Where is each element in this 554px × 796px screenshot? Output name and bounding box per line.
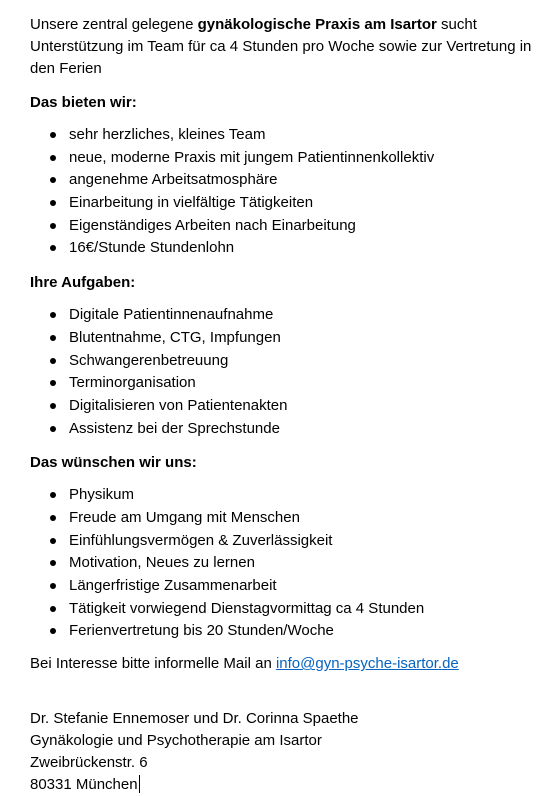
list-item-text: neue, moderne Praxis mit jungem Patientinnenkollektiv: [69, 148, 435, 166]
list-item-text: Motivation, Neues zu lernen: [69, 554, 255, 572]
list-item: [30, 484, 545, 507]
bullet-icon: [50, 515, 56, 521]
list-item-text: Schwangerenbetreuung: [69, 351, 229, 369]
intro-text-start: Unsere zentral gelegene: [30, 16, 198, 33]
section-tasks: [30, 272, 545, 440]
section-offer: [30, 92, 545, 260]
list-item: [30, 372, 545, 395]
list-item-text: Eigenständiges Arbeiten nach Einarbeitung: [69, 216, 356, 234]
list-item-text: Freude am Umgang mit Menschen: [69, 508, 300, 526]
list-item-text: Assistenz bei der Sprechstunde: [69, 419, 280, 437]
list-item-text: Digitalisieren von Patientenakten: [69, 396, 288, 414]
bullet-icon: [50, 628, 56, 634]
document-page: [30, 14, 545, 796]
list-item-text: Einfühlungsvermögen & Zuverlässigkeit: [69, 531, 333, 549]
bullet-icon: [50, 380, 56, 386]
section-heading-tasks: Ihre Aufgaben:: [30, 274, 136, 292]
list-item: [30, 350, 545, 373]
bullet-icon: [50, 560, 56, 566]
list-item-text: angenehme Arbeitsatmosphäre: [69, 171, 278, 189]
bullet-icon: [50, 358, 56, 364]
list-item: [30, 418, 545, 441]
list-item: [30, 575, 545, 598]
bullet-icon: [50, 312, 56, 318]
list-item-text: Einarbeitung in vielfältige Tätigkeiten: [69, 194, 314, 212]
bullet-icon: [50, 606, 56, 612]
section-requirements: [30, 452, 545, 643]
bullet-icon: [50, 155, 56, 161]
bullet-icon: [50, 492, 56, 498]
list-item: [30, 124, 545, 147]
list-item: [30, 507, 545, 530]
email-link[interactable]: info@gyn-psyche-isartor.de: [275, 655, 459, 673]
bullet-icon: [50, 200, 56, 206]
list-item: [30, 327, 545, 350]
list-item: [30, 237, 545, 260]
section-heading-offer: Das bieten wir:: [30, 94, 137, 111]
intro-practice-name: gynäkologische Praxis am Isartor: [197, 16, 437, 33]
intro-text-end: sucht Unterstützung im Team für ca 4 Stunden pro Woche sowie zur Vertretung in den Ferien: [30, 16, 532, 77]
section-heading-requirements: Das wünschen wir uns:: [30, 454, 197, 472]
bullet-icon: [50, 583, 56, 589]
list-item: [30, 169, 545, 192]
bullet-icon: [50, 132, 56, 138]
city-text: 80331 München: [30, 776, 138, 794]
tasks-list: [30, 304, 545, 440]
list-item: [30, 215, 545, 238]
bullet-icon: [50, 177, 56, 183]
list-item: [30, 147, 545, 170]
list-item: [30, 304, 545, 327]
contact-text: Bei Interesse bitte informelle Mail an: [30, 655, 276, 673]
list-item-text: 16€/Stunde Stundenlohn: [69, 239, 235, 257]
list-item: [30, 620, 545, 643]
list-item: [30, 598, 545, 621]
list-item: [30, 395, 545, 418]
offer-list: [30, 124, 545, 260]
list-item: [30, 552, 545, 575]
intro-paragraph: [30, 14, 545, 80]
list-item-text: Längerfristige Zusammenarbeit: [69, 577, 277, 594]
contact-line: [30, 653, 545, 675]
practice-name: Gynäkologie und Psychotherapie am Isartor: [30, 732, 322, 750]
street-address: Zweibrückenstr. 6: [30, 754, 148, 772]
bullet-icon: [50, 538, 56, 544]
list-item: [30, 192, 545, 215]
signature-block: [30, 708, 545, 796]
list-item-text: sehr herzliches, kleines Team: [69, 126, 266, 143]
bullet-icon: [50, 335, 56, 341]
list-item-text: Digitale Patientinnenaufnahme: [69, 306, 274, 324]
requirements-list: [30, 484, 545, 643]
list-item-text: Terminorganisation: [69, 374, 196, 392]
list-item: [30, 530, 545, 553]
city-line: [30, 774, 545, 796]
bullet-icon: [50, 426, 56, 432]
bullet-icon: [50, 403, 56, 409]
bullet-icon: [50, 245, 56, 251]
text-cursor: [139, 775, 140, 793]
doctor-names: Dr. Stefanie Ennemoser und Dr. Corinna Spaethe: [30, 710, 359, 728]
list-item-text: Physikum: [69, 486, 135, 504]
list-item-text: Ferienvertretung bis 20 Stunden/Woche: [69, 622, 334, 640]
bullet-icon: [50, 223, 56, 229]
list-item-text: Tätigkeit vorwiegend Dienstagvormittag ca 4 Stunden: [69, 599, 425, 617]
list-item-text: Blutentnahme, CTG, Impfungen: [69, 328, 281, 346]
